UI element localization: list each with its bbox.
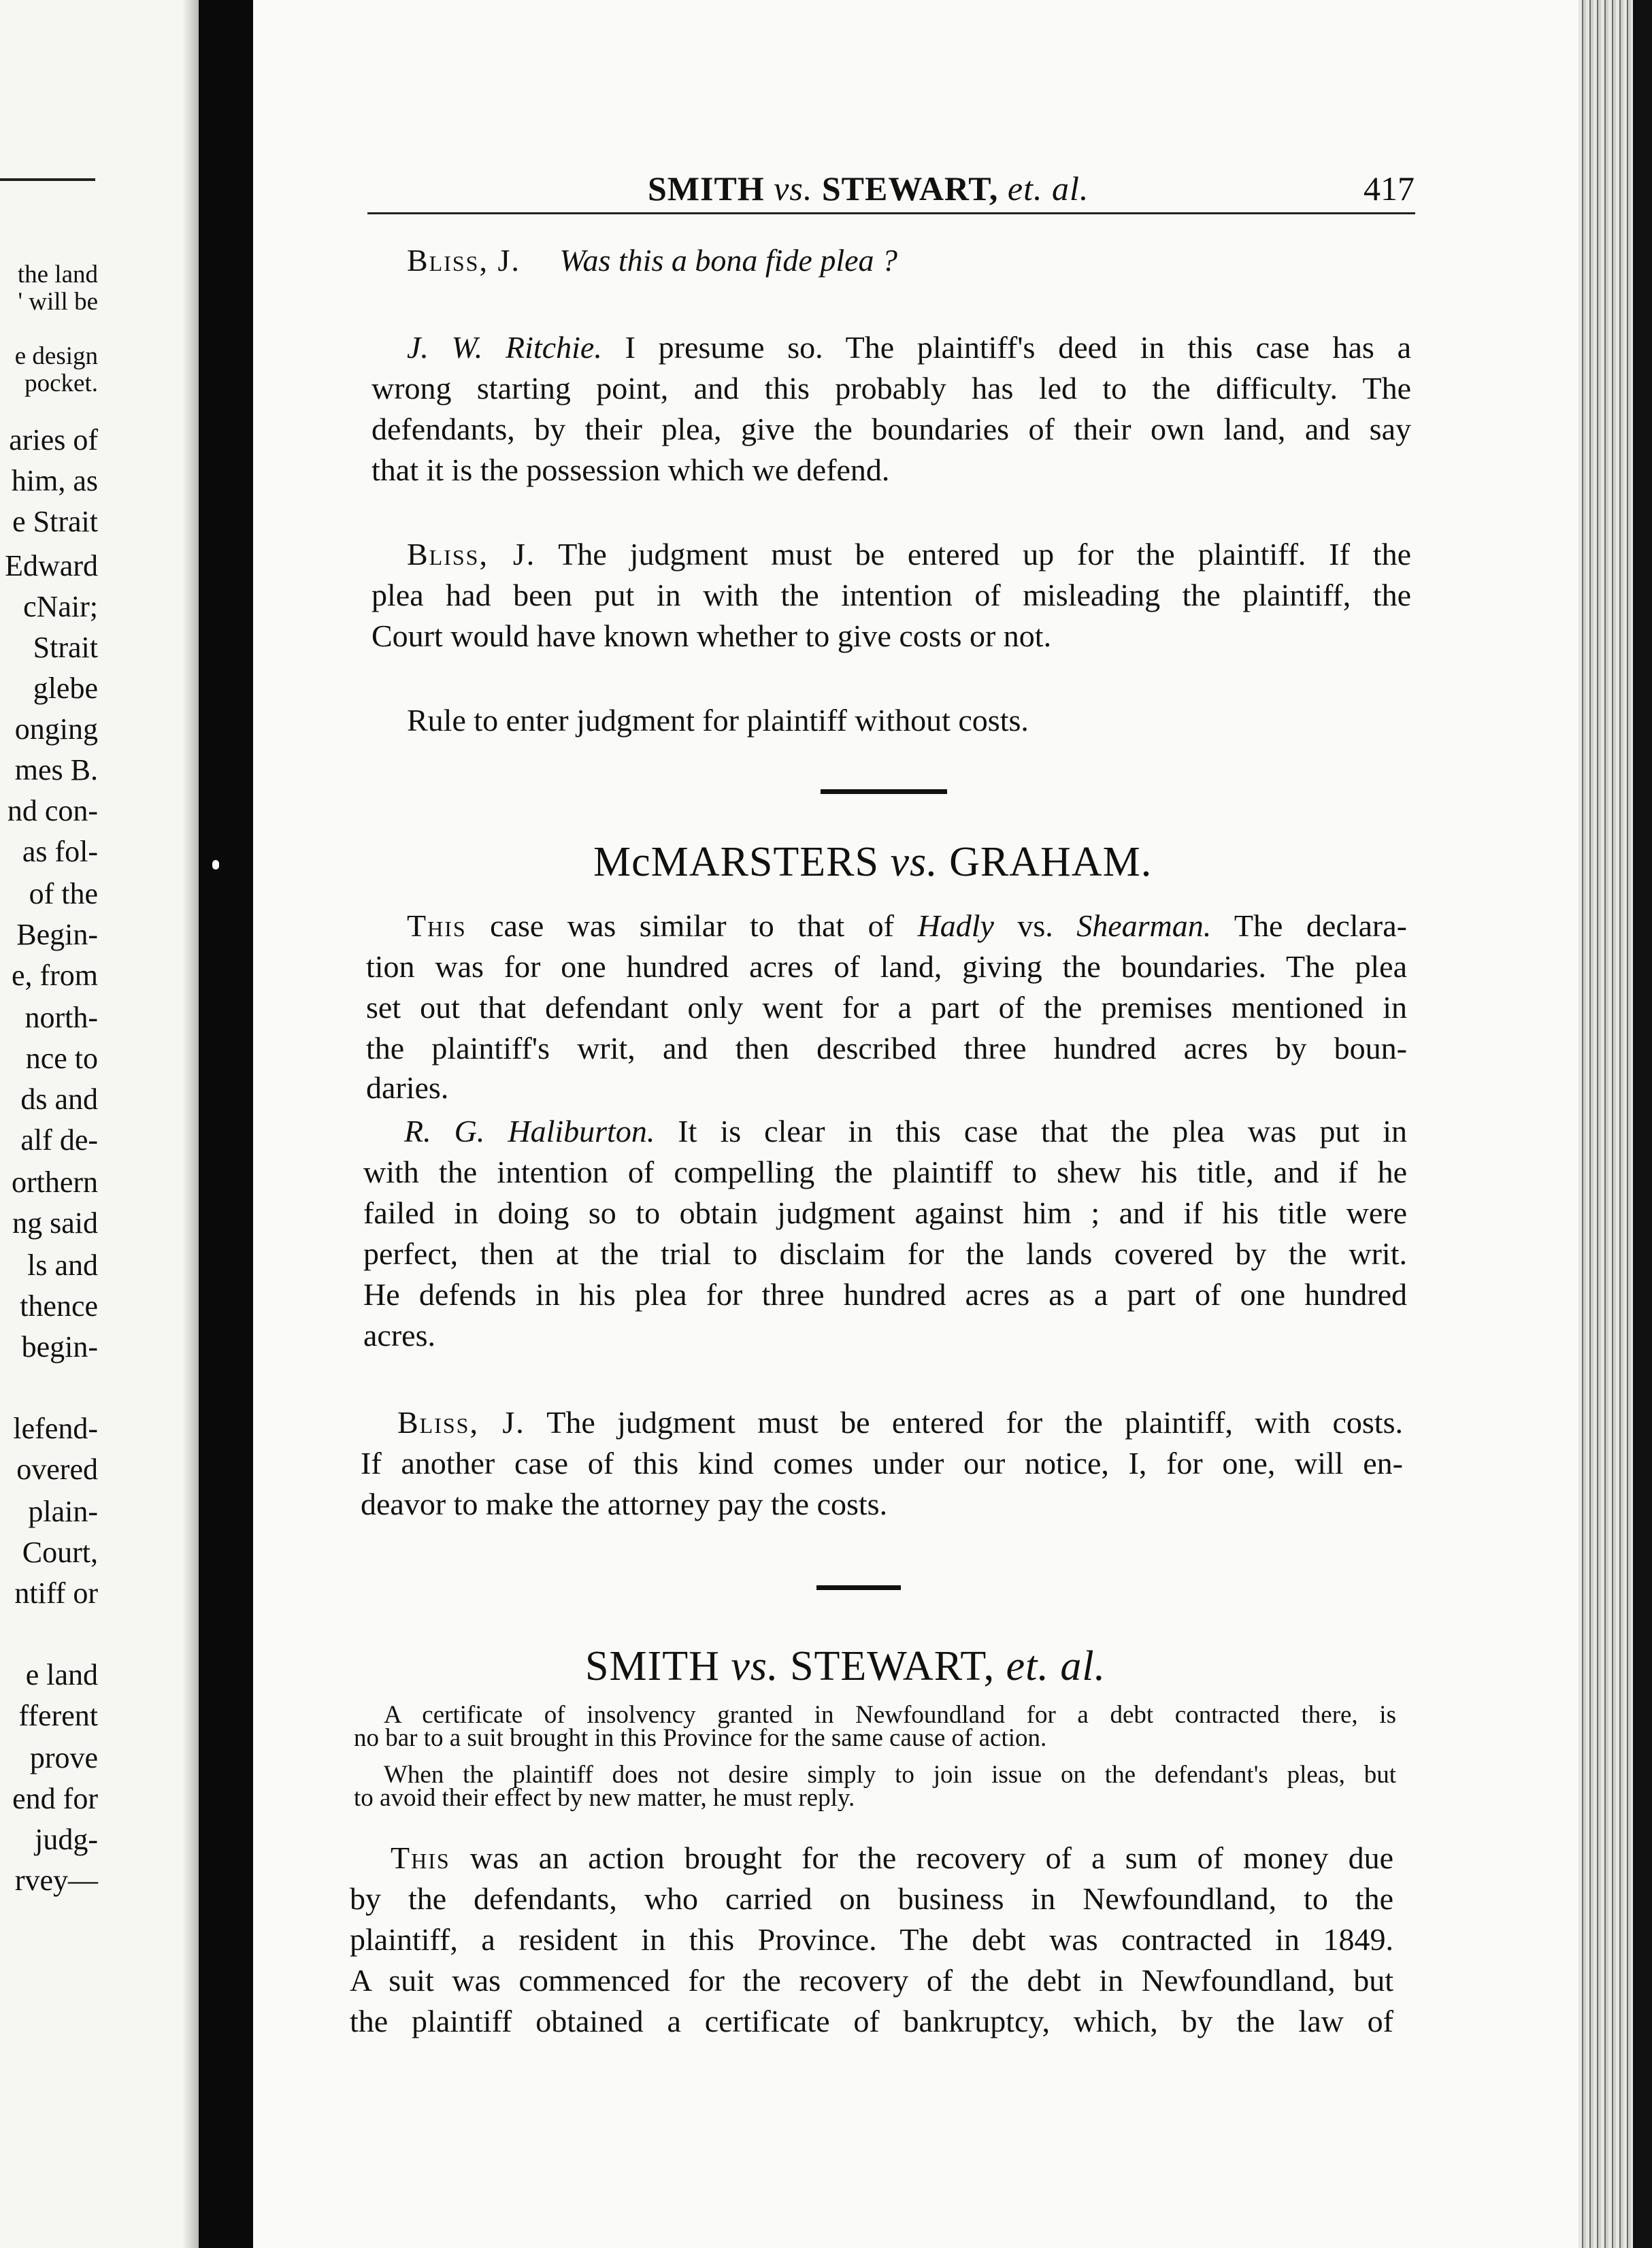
case1-p2-line-3: failed in doing so to obtain judgment against him ; and if his title were — [363, 1195, 1407, 1230]
ritchie-line-1: J. W. Ritchie. I presume so. The plaintiff's deed in this case has a — [407, 330, 1411, 365]
gutter-shadow — [182, 0, 199, 2248]
facing-page-line: ds and — [20, 1082, 98, 1116]
facing-page-line: nd con- — [7, 794, 98, 827]
case1-p2-line-6: acres. — [363, 1318, 435, 1353]
running-header — [599, 169, 1415, 210]
facing-page-line: prove — [29, 1741, 98, 1774]
facing-page-line: cNair; — [23, 590, 98, 623]
facing-page-line: north- — [24, 1001, 98, 1034]
facing-page-line: ng said — [12, 1206, 98, 1240]
facing-page-line: plain- — [28, 1495, 98, 1528]
case-title-smith: SMITH vs. STEWART, et. al. — [585, 1643, 1106, 1689]
facing-page-line: mes B. — [14, 753, 98, 787]
page-number: 417 — [1364, 169, 1415, 208]
facing-page-rule — [0, 178, 95, 181]
case2-body-line-2: by the defendants, who carried on business in Newfoundland, to the — [350, 1881, 1393, 1916]
header-rule — [367, 212, 1415, 214]
facing-page-line: Begin- — [16, 918, 98, 951]
facing-page-line: end for — [12, 1782, 98, 1815]
case1-p1-line-5: daries. — [366, 1070, 449, 1105]
case1-p2-line-4: perfect, then at the trial to disclaim for the lands covered by the writ. — [363, 1236, 1407, 1271]
facing-page-line: onging — [14, 712, 98, 746]
facing-page-line: Court, — [22, 1536, 98, 1569]
case2-body-line-4: A suit was commenced for the recovery of the debt in Newfoundland, but — [350, 1963, 1393, 1998]
facing-page-line: him, as — [11, 464, 98, 497]
facing-page-line: fferent — [18, 1699, 98, 1732]
bliss-judgment-line-1: Bliss, J. The judgment must be entered up for the plaintiff. If the — [407, 537, 1411, 572]
margin-mark — [212, 860, 219, 870]
facing-page-line: judg- — [35, 1823, 98, 1856]
facing-page-line: ' will be — [18, 288, 98, 316]
facing-page-line: alf de- — [20, 1123, 98, 1157]
facing-page-line: thence — [20, 1289, 98, 1323]
facing-page-line: Edward — [5, 549, 98, 582]
case2-body-line-1: This was an action brought for the recovery of a sum of money due — [391, 1840, 1393, 1875]
case1-p2-line-2: with the intention of compelling the plaintiff to shew his title, and if he — [363, 1155, 1407, 1189]
section-rule-2 — [816, 1585, 901, 1590]
section-rule — [821, 789, 947, 794]
facing-page-line: e design — [14, 342, 98, 370]
facing-page-line: aries of — [9, 423, 98, 457]
facing-page-line: nce to — [25, 1042, 98, 1075]
facing-page-line: lefend- — [13, 1412, 98, 1445]
case1-p2-line-1: R. G. Haliburton. It is clear in this case that the plea was put in — [404, 1114, 1407, 1148]
facing-page-line: as fol- — [22, 835, 98, 868]
case1-p2-line-5: He defends in his plea for three hundred acres as a part of one hundred — [363, 1277, 1407, 1312]
headnote-line-4: to avoid their effect by new matter, he must reply. — [354, 1784, 855, 1812]
case1-p1-line-1: This case was similar to that of Hadly vs. Shearman. The declara- — [407, 908, 1407, 943]
scan-edge — [1633, 0, 1652, 2248]
headnote-line-3: When the plaintiff does not desire simply to join issue on the defendant's pleas, but — [384, 1761, 1396, 1789]
rule-to-enter-judgment: Rule to enter judgment for plaintiff without costs. — [407, 703, 1029, 738]
headnote-line-1: A certificate of insolvency granted in Newfoundland for a debt contracted there, is — [384, 1701, 1396, 1729]
case1-p3-line-1: Bliss, J. The judgment must be entered for the plaintiff, with costs. — [397, 1405, 1403, 1440]
facing-page-line: e Strait — [12, 505, 98, 538]
facing-page-line: glebe — [33, 672, 98, 705]
facing-page-line: ntiff or — [14, 1576, 98, 1610]
facing-page-line: e land — [25, 1658, 98, 1691]
facing-page-line: e, from — [11, 959, 98, 992]
facing-page-line: overed — [16, 1453, 98, 1486]
facing-page-line: of the — [29, 877, 98, 910]
bliss-judgment-line-2: plea had been put in with the intention of misleading the plaintiff, the — [371, 578, 1411, 612]
ritchie-line-3: defendants, by their plea, give the boundaries of their own land, and say — [371, 412, 1411, 446]
facing-page-line: pocket. — [24, 369, 98, 397]
facing-page-line: begin- — [21, 1330, 98, 1363]
bliss-judgment-line-3: Court would have known whether to give costs or not. — [371, 618, 1052, 653]
case1-p1-line-4: the plaintiff's writ, and then described three hundred acres by boun- — [366, 1031, 1407, 1065]
case1-p3-line-2: If another case of this kind comes under our notice, I, for one, will en- — [361, 1446, 1403, 1481]
case2-body-line-5: the plaintiff obtained a certificate of bankruptcy, which, by the law of — [350, 2004, 1393, 2038]
case1-p1-line-2: tion was for one hundred acres of land, giving the boundaries. The plea — [366, 949, 1407, 984]
facing-page-line: the land — [17, 261, 98, 288]
ritchie-line-4: that it is the possession which we defend. — [371, 452, 890, 487]
case1-p3-line-3: deavor to make the attorney pay the costs. — [361, 1487, 888, 1521]
paragraph-bliss-question: Bliss, J. Was this a bona fide plea ? — [407, 243, 898, 278]
case-title-mcmarsters: McMARSTERS vs. GRAHAM. — [593, 839, 1153, 885]
facing-page-line: ls and — [27, 1249, 98, 1282]
facing-page-line: Strait — [33, 631, 98, 664]
case2-body-line-3: plaintiff, a resident in this Province. The debt was contracted in 1849. — [350, 1922, 1393, 1957]
ritchie-line-2: wrong starting point, and this probably has led to the difficulty. The — [371, 371, 1411, 406]
facing-page-fragment — [0, 0, 199, 2248]
running-head: SMITH vs. STEWART, et. al. — [648, 169, 1089, 208]
headnote-line-2: no bar to a suit brought in this Province for the same cause of action. — [354, 1724, 1047, 1752]
facing-page-line: orthern — [11, 1166, 98, 1199]
book-gutter — [199, 0, 253, 2248]
case1-p1-line-3: set out that defendant only went for a part of the premises mentioned in — [366, 990, 1407, 1025]
facing-page-line: rvey— — [14, 1864, 98, 1897]
